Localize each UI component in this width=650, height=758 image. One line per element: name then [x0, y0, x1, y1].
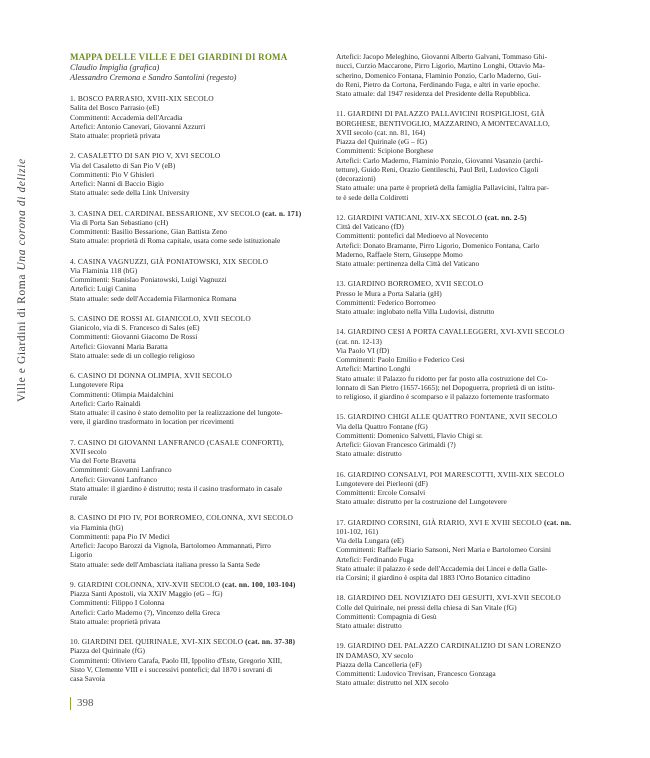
entry-line: Artefici: Nanni di Baccio Bigio: [70, 179, 164, 188]
entry-line: Stato attuale: sede dell'Accademia Filarmonica Romana: [70, 293, 237, 303]
entry-line: Ligorio: [70, 550, 93, 560]
credits: [70, 63, 330, 83]
gazetteer-entry: [336, 109, 598, 202]
entry-line: Stato attuale: sede di un collegio religioso: [70, 350, 195, 360]
entry-line: ria Corsini; il giardino è ospita dal 1883 l'Orto Botanico cittadino: [336, 573, 531, 582]
gazetteer-entry: [70, 513, 330, 569]
entry-heading: [336, 213, 598, 222]
entry-line: Committenti: Pio V Ghisleri: [70, 169, 155, 179]
entry-heading: [336, 412, 598, 421]
entry-line: Piazza Santi Apostoli, via XXIV Maggio (eG – fG): [70, 589, 223, 598]
entry-heading-text: 14. GIARDINO CESI A PORTA CAVALLEGGERI, XVI-XVII SECOLO: [336, 327, 565, 337]
entry-line: Via Paolo VI (fD): [336, 345, 390, 355]
entry-line: Artefici: Giovanni Maria Baratta: [70, 341, 168, 351]
entry-heading: [336, 518, 598, 527]
entry-line: Committenti: Ludovico Trevisan, Francesco Gonzaga: [336, 669, 496, 678]
running-head-sub: Una corona di delizie: [16, 158, 28, 271]
gazetteer-entry: [70, 94, 330, 140]
entry-line: Committenti: Basilio Bessarione, Gian Battista Zeno: [70, 227, 227, 236]
entry-line: Artefici: Giovanni Lanfranco: [70, 474, 158, 484]
gazetteer-entry: [70, 151, 330, 197]
entry-heading-text: 5. CASINO DE ROSSI AL GIANICOLO, XVII SECOLO: [70, 313, 251, 323]
entry-line: Gianicolo, via di S. Francesco di Sales (eE): [70, 323, 200, 332]
entry-line: Colle del Quirinale, nei pressi della chiesa di San Vitale (fG): [336, 602, 517, 612]
entry-heading: [336, 279, 598, 288]
entry-line: Stato attuale: sede dell'Ambasciata italiana presso la Santa Sede: [70, 559, 261, 569]
entry-heading: [70, 94, 330, 103]
entry-line: XVII secolo: [70, 446, 107, 456]
entry-line: Committenti: Federico Borromeo: [336, 297, 436, 307]
entry-heading-text: 13. GIARDINO BORROMEO, XVII SECOLO: [336, 279, 484, 289]
entry-line: scherino, Domenico Fontana, Flaminio Ponzio, Carlo Maderno, Gui-: [336, 70, 542, 80]
entry-line: Committenti: Stanislao Poniatowski, Luigi Vagnuzzi: [70, 275, 227, 284]
entry-heading: [336, 327, 598, 336]
entry-heading-text: 2. CASALETTO DI SAN PIO V, XVI SECOLO: [70, 151, 221, 161]
gazetteer-entry: [336, 518, 598, 583]
entry-line: Via di Porta San Sebastiano (cH): [70, 217, 169, 227]
entry-line: Committenti: Domenico Salvetti, Flavio Chigi sr.: [336, 430, 483, 440]
catalog-reference: (cat. n. 171): [262, 208, 302, 218]
entry-heading-text: 12. GIARDINI VATICANI, XIV-XX SECOLO: [336, 212, 483, 222]
entry-list-left: [70, 94, 330, 683]
entry-heading: [70, 637, 330, 646]
entry-line: te è sede della Coldiretti: [336, 192, 409, 202]
entry-line: Artefici: Donato Bramante, Pirro Ligorio, Domenico Fontana, Carlo: [336, 240, 540, 250]
entry-line: Committenti: Oliviero Carafa, Paolo III, Ippolito d'Este, Gregorio XIII,: [70, 655, 283, 665]
entry-line: BORGHESE, BENTIVOGLIO, MAZZARINO, A MONTECAVALLO,: [336, 118, 550, 128]
gazetteer-entry: [336, 52, 598, 98]
entry-line: Stato attuale: distrutto nel XIX secolo: [336, 678, 449, 688]
entry-line: Stato attuale: una parte è proprietà della famiglia Pallavicini, l'altra par-: [336, 183, 549, 193]
entry-heading: [70, 257, 330, 266]
entry-line: Stato attuale: il palazzo è sede dell'Accademia dei Lincei e della Galle-: [336, 563, 548, 573]
page-title: MAPPA DELLE VILLE E DEI GIARDINI DI ROMA: [70, 52, 288, 62]
entry-line: Città del Vaticano (fD): [336, 222, 404, 231]
entry-heading-text: 1. BOSCO PARRASIO, XVIII-XIX SECOLO: [70, 94, 214, 103]
catalog-reference: (cat. nn. 37-38): [245, 637, 296, 646]
entry-line: Stato attuale: distrutto: [336, 449, 402, 459]
entry-line: casa Savoia: [70, 674, 105, 683]
entry-heading: [70, 513, 330, 522]
entry-line: Stato attuale: distrutto per la costruzione del Lungotevere: [336, 497, 507, 507]
entry-line: Presso le Mura a Porta Salaria (gH): [336, 288, 442, 298]
gazetteer-entry: [336, 279, 598, 316]
gazetteer-entry: [336, 641, 598, 687]
credit-line: Claudio Impiglia (grafica): [70, 63, 160, 72]
credit-line: Alessandro Cremona e Sandro Santolini (regesto): [70, 73, 237, 82]
gazetteer-entry: [70, 209, 330, 246]
entry-heading-text: 10. GIARDINI DEL QUIRINALE, XVI-XIX SECOLO: [70, 637, 244, 646]
entry-line: Committenti: Olimpia Maidalchini: [70, 389, 174, 399]
entry-line: Committenti: papa Pio IV Medici: [70, 531, 170, 541]
gazetteer-entry: [70, 371, 330, 427]
entry-line: Stato attuale: pertinenza della Città del Vaticano: [336, 259, 480, 268]
gazetteer-entry: [70, 257, 330, 303]
entry-line: Committenti: pontefici dal Medioevo al Novecento: [336, 231, 489, 241]
entry-line: Stato attuale: inglobato nella Villa Ludovisi, distrutto: [336, 307, 495, 316]
entry-line: Artefici: Luigi Canina: [70, 284, 137, 294]
entry-line: Salita del Bosco Parrasio (eE): [70, 103, 160, 113]
entry-line: (decorazioni): [336, 174, 376, 183]
entry-line: Stato attuale: distrutto: [336, 621, 402, 630]
entry-line: lonnato di San Pietro (1657-1665); nel Dopoguerra, proprietà di un istitu-: [336, 382, 555, 392]
catalog-reference: (cat. nn.: [543, 517, 572, 527]
left-column: [70, 52, 330, 694]
entry-heading-text: 18. GIARDINO DEL NOVIZIATO DEI GESUITI, XVI-XVII SECOLO: [336, 593, 561, 603]
gazetteer-entry: [336, 470, 598, 507]
gazetteer-entry: [70, 314, 330, 360]
entry-line: Via della Quattro Fontane (fG): [336, 421, 428, 431]
gazetteer-entry: [70, 637, 330, 683]
entry-heading-text: 19. GIARDINO DEL PALAZZO CARDINALIZIO DI SAN LORENZO: [336, 641, 561, 651]
entry-line: Lungotevere dei Pierleoni (dF): [336, 478, 428, 488]
page-number: 398: [70, 697, 94, 710]
entry-heading-text: 11. GIARDINI DI PALAZZO PALLAVICINI ROSPIGLIOSI, GIÀ: [336, 109, 545, 119]
entry-line: Committenti: Ercole Consalvi: [336, 488, 426, 497]
entry-line: vere, il giardino trasformato in location per ricevimenti: [70, 417, 234, 427]
entry-heading: [336, 470, 598, 479]
entry-line: Artefici: Carlo Maderno, Flaminio Ponzio, Giovanni Vasanzio (archi-: [336, 155, 544, 165]
entry-line: Artefici: Carlo Maderno (?), Vincenzo della Greca: [70, 607, 220, 617]
entry-line: IN DAMASO, XV secolo: [336, 650, 414, 660]
entry-heading-text: 4. CASINA VAGNUZZI, GIÀ PONIATOWSKI, XIX SECOLO: [70, 256, 269, 266]
entry-line: XVII secolo (cat. nn. 81, 164): [336, 127, 426, 137]
entry-line: Artefici: Carlo Rainaldi: [70, 398, 141, 408]
gazetteer-entry: [70, 580, 330, 626]
entry-line: Artefici: Giovan Francesco Grimaldi (?): [336, 440, 456, 449]
entry-heading-text: 8. CASINO DI PIO IV, POI BORROMEO, COLONNA, XVI SECOLO: [70, 513, 294, 523]
entry-line: do Reni, Pietro da Cortona, Ferdinando Fuga, e altri in varie epoche.: [336, 79, 540, 89]
running-head: [16, 158, 28, 402]
entry-line: Maderno, Raffaele Stern, Giuseppe Momo: [336, 249, 463, 259]
catalog-reference: (cat. nn. 100, 103-104): [222, 579, 296, 589]
gazetteer-entry: [336, 593, 598, 630]
entry-heading-text: 3. CASINA DEL CARDINAL BESSARIONE, XV SECOLO: [70, 208, 261, 218]
entry-line: Via del Forte Bravetta: [70, 456, 136, 465]
entry-heading: [70, 438, 330, 447]
entry-line: Committenti: Compagnia di Gesù: [336, 611, 437, 621]
entry-heading: [336, 593, 598, 602]
running-head-main: Ville e Giardini di Roma: [16, 273, 28, 402]
entry-line: 101-102, 161): [336, 526, 379, 536]
entry-line: Stato attuale: il Palazzo fu ridotto per far posto alla costruzione del Co-: [336, 373, 548, 383]
entry-line: Via Flaminia 118 (hG): [70, 265, 138, 275]
entry-line: Artefici: Jacopo Meleghino, Giovanni Alberto Galvani, Tommaso Ghi-: [336, 52, 548, 61]
entry-line: Piazza del Quirinale (fG): [70, 646, 145, 656]
entry-line: Stato attuale: dal 1947 residenza del Presidente della Repubblica.: [336, 89, 531, 98]
entry-line: Piazza del Quirinale (eG – fG): [336, 137, 428, 146]
entry-line: rurale: [70, 493, 88, 502]
gazetteer-entry: [336, 327, 598, 401]
entry-line: Via della Lungara (eE): [336, 536, 404, 545]
entry-heading-text: 16. GIARDINO CONSALVI, POI MARESCOTTI, XVIII-XIX SECOLO: [336, 469, 565, 479]
entry-line: Sisto V, Clemente VIII e i successivi pontefici; dal 1870 i sovrani di: [70, 664, 273, 674]
entry-line: tetture), Guido Reni, Orazio Gentileschi, Paul Bril, Ludovico Cigoli: [336, 164, 539, 174]
entry-list-right: [336, 52, 598, 688]
entry-line: Stato attuale: sede della Link University: [70, 188, 190, 198]
entry-heading: [70, 151, 330, 160]
entry-heading: [70, 580, 330, 589]
entry-heading: [70, 371, 330, 380]
entry-line: (cat. nn. 12-13): [336, 336, 382, 346]
entry-line: Artefici: Ferdinando Fuga: [336, 554, 414, 564]
entry-line: via Flaminia (hG): [70, 522, 124, 532]
entry-line: Via del Casaletto di San Pio V (eB): [70, 160, 176, 170]
entry-line: Committenti: Filippo I Colonna: [70, 598, 165, 608]
gazetteer-entry: [336, 412, 598, 458]
entry-heading: [70, 209, 330, 218]
entry-heading: [336, 109, 598, 118]
right-column: [336, 52, 598, 699]
entry-line: Stato attuale: proprietà privata: [70, 616, 161, 626]
entry-line: Artefici: Antonio Canevari, Giovanni Azzurri: [70, 121, 206, 131]
entry-line: Stato attuale: il giardino è distrutto; resta il casino trasformato in casale: [70, 483, 283, 493]
entry-line: Lungotevere Ripa: [70, 380, 124, 390]
entry-line: Artefici: Martino Longhi: [336, 364, 411, 374]
entry-heading-text: 15. GIARDINO CHIGI ALLE QUATTRO FONTANE, XVII SECOLO: [336, 412, 558, 422]
catalog-reference: (cat. nn. 2-5): [484, 212, 527, 222]
gazetteer-entry: [336, 213, 598, 269]
entry-line: Committenti: Raffaele Riario Sansoni, Neri Maria e Bartolomeo Corsini: [336, 545, 551, 555]
gazetteer-entry: [70, 438, 330, 503]
entry-line: Committenti: Giovanni Lanfranco: [70, 465, 172, 475]
entry-heading: [70, 314, 330, 323]
entry-line: Committenti: Giovanni Giacomo De Rossi: [70, 332, 198, 342]
entry-heading: [336, 641, 598, 650]
entry-line: Committenti: Paolo Emilio e Federico Cesi: [336, 355, 465, 364]
entry-line: Committenti: Accademia dell'Arcadia: [70, 112, 183, 122]
entry-line: Stato attuale: proprietà privata: [70, 131, 161, 140]
entry-line: Stato attuale: proprietà di Roma capitale, usata come sede istituzionale: [70, 236, 281, 246]
entry-heading-text: 9. GIARDINI COLONNA, XIV-XVII SECOLO: [70, 579, 221, 589]
entry-line: Stato attuale: il casino è stato demolito per la realizzazione del lungote-: [70, 408, 283, 417]
entry-line: nucci, Curzio Maccarone, Pirro Ligorio, Martino Longhi, Ottavio Ma-: [336, 61, 546, 71]
entry-heading-text: 17. GIARDINO CORSINI, GIÀ RIARIO, XVI E XVIII SECOLO: [336, 517, 542, 527]
entry-line: Committenti: Scipione Borghese: [336, 146, 434, 156]
entry-line: Artefici: Jacopo Barozzi da Vignola, Bartolomeo Ammannati, Pirro: [70, 541, 271, 550]
entry-line: to religioso, il giardino è scomparso e il palazzo fortemente trasformato: [336, 392, 549, 401]
entry-line: Piazza della Cancelleria (eF): [336, 659, 422, 669]
entry-heading-text: 7. CASINO DI GIOVANNI LANFRANCO (CASALE CONFORTI),: [70, 437, 284, 447]
entry-heading-text: 6. CASINO DI DONNA OLIMPIA, XVII SECOLO: [70, 371, 233, 380]
